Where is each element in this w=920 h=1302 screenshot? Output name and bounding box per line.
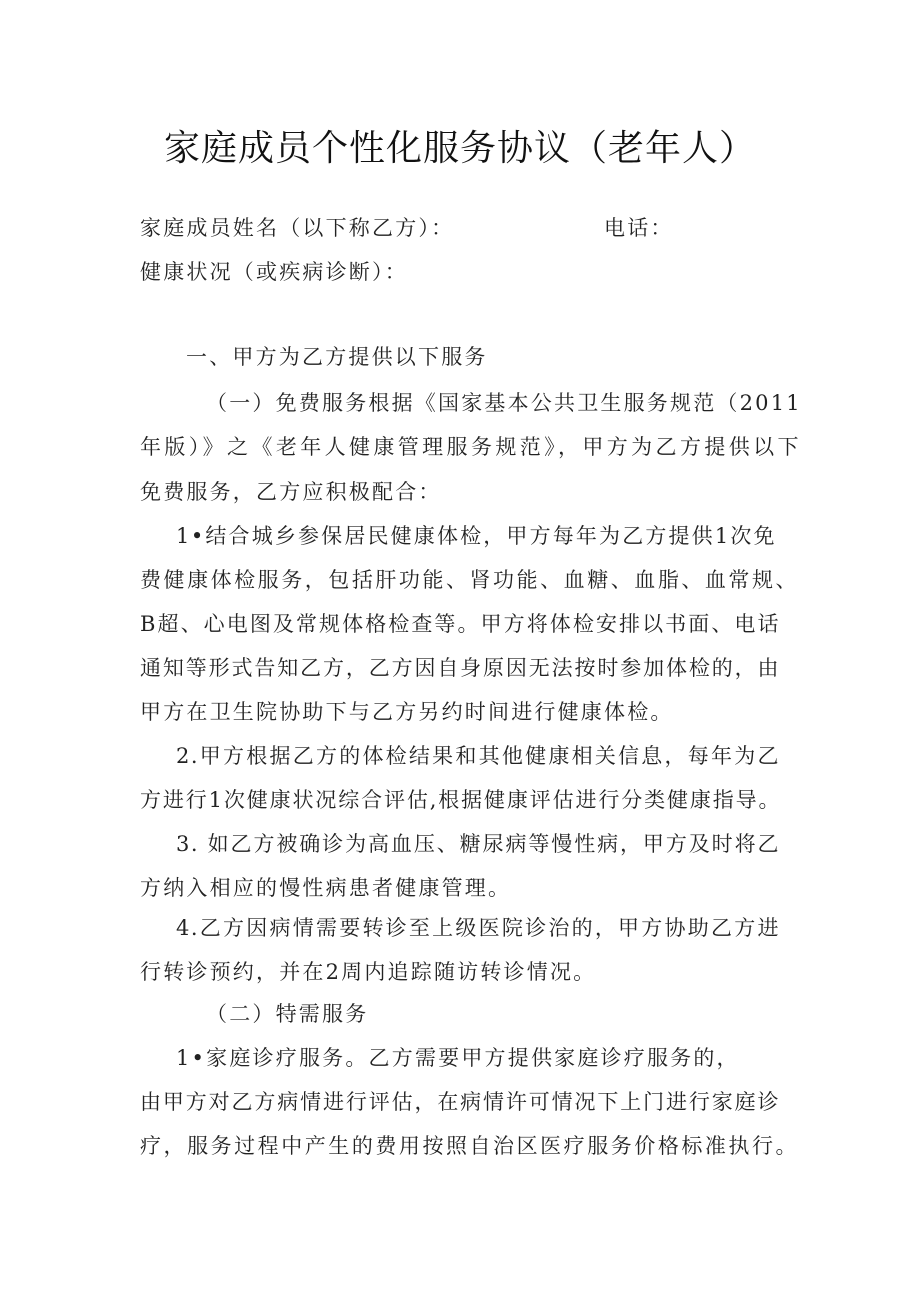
paragraph-line: 年版）》之《老年人健康管理服务规范》，甲方为乙方提供以下 bbox=[140, 435, 800, 459]
paragraph-line: 1•家庭诊疗服务。乙方需要甲方提供家庭诊疗服务的， bbox=[176, 1046, 740, 1070]
paragraph-line: 方纳入相应的慢性病患者健康管理。 bbox=[140, 876, 512, 900]
paragraph-line: 疗，服务过程中产生的费用按照自治区医疗服务价格标准执行。 bbox=[140, 1134, 798, 1158]
paragraph-line: 费健康体检服务，包括肝功能、肾功能、血糖、血脂、血常规、 bbox=[140, 568, 798, 592]
paragraph-line: 4.乙方因病情需要转诊至上级医院诊治的，甲方协助乙方进 bbox=[176, 916, 780, 940]
name-label: 家庭成员姓名（以下称乙方）： bbox=[140, 216, 455, 240]
paragraph-line: B超、心电图及常规体格检查等。甲方将体检安排以书面、电话 bbox=[140, 612, 780, 636]
paragraph-line: 2.甲方根据乙方的体检结果和其他健康相关信息，每年为乙 bbox=[176, 744, 780, 768]
phone-label: 电话： bbox=[604, 216, 674, 240]
paragraph-line: 3. 如乙方被确诊为高血压、糖尿病等慢性病，甲方及时将乙 bbox=[176, 832, 780, 856]
paragraph-line: （一）免费服务根据《国家基本公共卫生服务规范（2011 bbox=[206, 391, 802, 415]
paragraph-line: 1•结合城乡参保居民健康体检，甲方每年为乙方提供1次免 bbox=[176, 524, 776, 548]
paragraph-line: 通知等形式告知乙方，乙方因自身原因无法按时参加体检的，由 bbox=[140, 656, 780, 680]
section-heading: 一、甲方为乙方提供以下服务 bbox=[186, 345, 488, 369]
health-label: 健康状况（或疾病诊断）： bbox=[140, 260, 408, 284]
paragraph-line: 方进行1次健康状况综合评估,根据健康评估进行分类健康指导。 bbox=[140, 788, 780, 812]
document-title: 家庭成员个性化服务协议（老年人） bbox=[163, 128, 756, 169]
paragraph-line: 免费服务，乙方应积极配合： bbox=[140, 480, 442, 504]
paragraph-line: 行转诊预约，并在2周内追踪随访转诊情况。 bbox=[140, 960, 597, 984]
paragraph-line: 甲方在卫生院协助下与乙方另约时间进行健康体检。 bbox=[140, 700, 674, 724]
subsection-heading: （二）特需服务 bbox=[206, 1002, 369, 1026]
paragraph-line: 由甲方对乙方病情进行评估，在病情许可情况下上门进行家庭诊 bbox=[140, 1090, 780, 1114]
